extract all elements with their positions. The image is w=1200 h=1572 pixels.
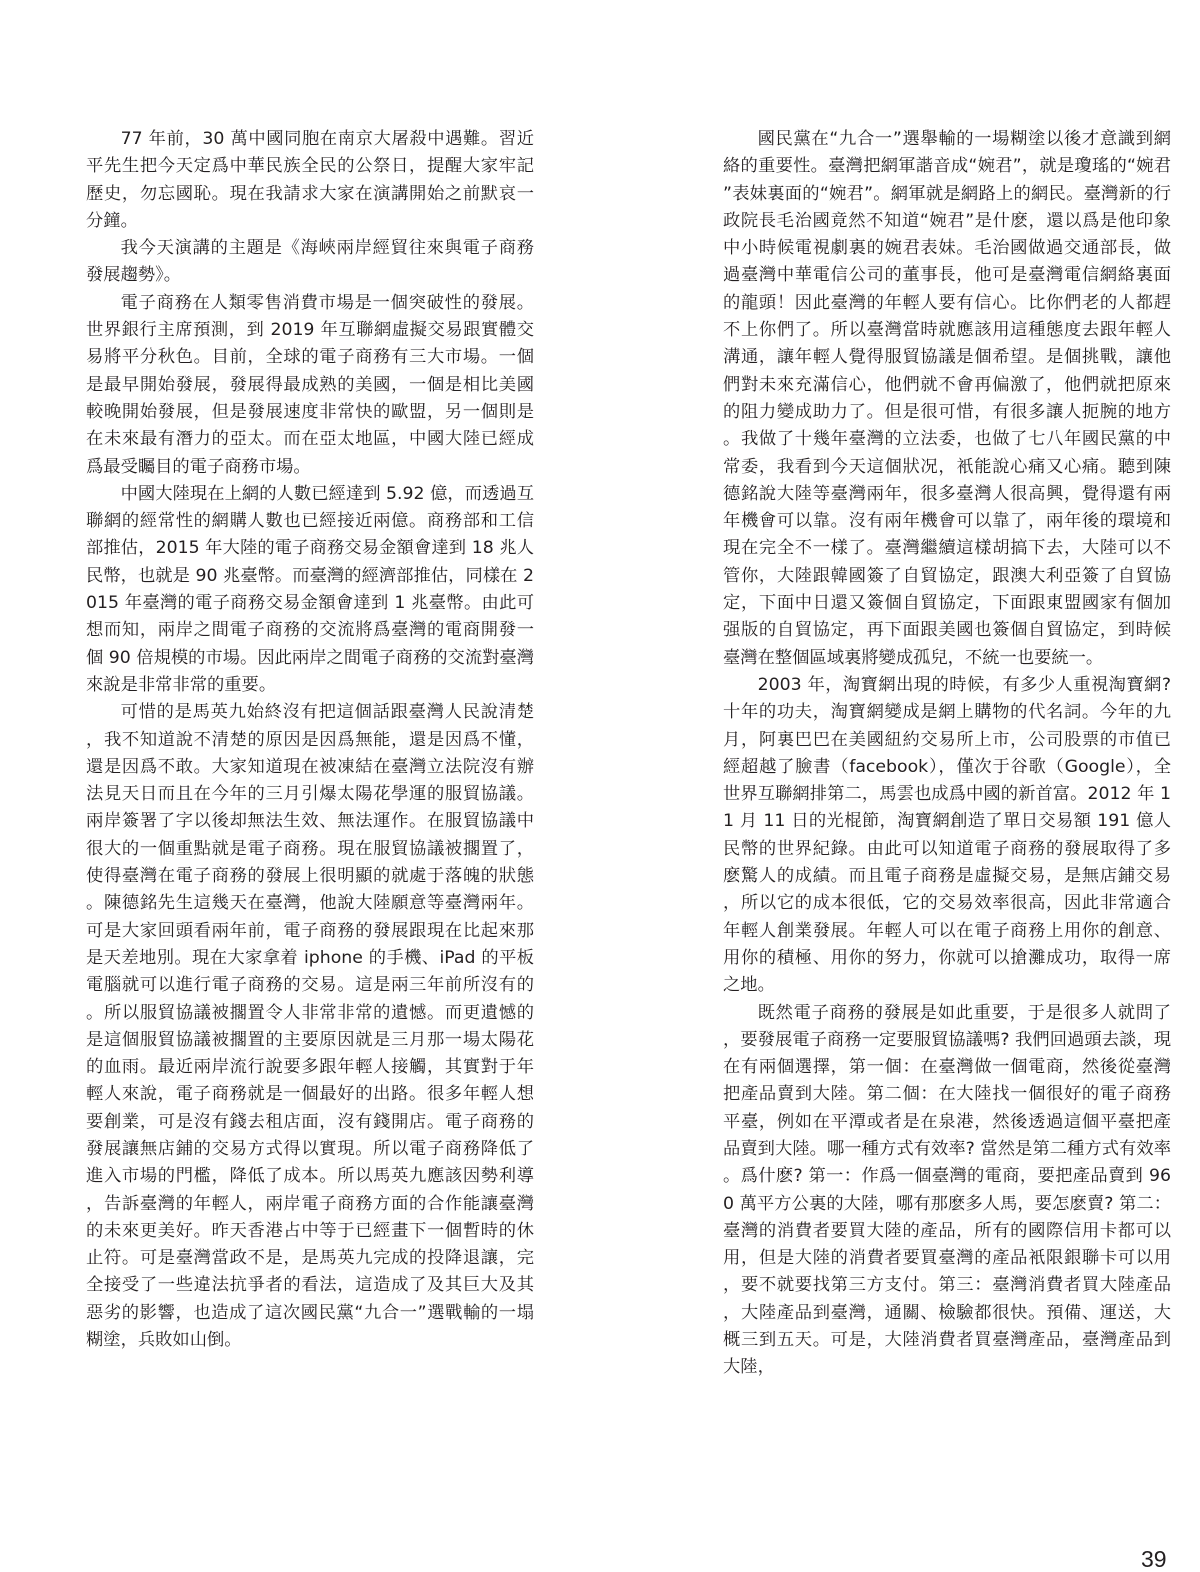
paragraph: 可惜的是馬英九始終沒有把這個話跟臺灣人民說清楚，我不知道說不清楚的原因是因爲無能，還是因爲不懂，還是因爲不敢。大家知道現在被凍結在臺灣立法院沒有辦法見天日而且在今年的三月引爆太陽花學運的服貿協議。兩岸簽署了字以後却無法生效、無法運作。在服貿協議中很大的一個重點就是電子商務。現在服貿協議被擱置了，使得臺灣在電子商務的發展上很明顯的就處于落魄的狀態。陳德銘先生這幾天在臺灣，他說大陸願意等臺灣兩年。可是大家回頭看兩年前，電子商務的發展跟現在比起來那是天差地別。現在大家拿着 iphone 的手機、iPad 的平板電腦就可以進行電子商務的交易。這是兩三年前所沒有的。所以服貿協議被擱置令人非常非常的遺憾。而更遺憾的是這個服貿協議被擱置的主要原因就是三月那一場太陽花的血雨。最近兩岸流行說要多跟年輕人接觸，其實對于年輕人來說，電子商務就是一個最好的出路。很多年輕人想要創業，可是沒有錢去租店面，沒有錢開店。電子商務的發展讓無店鋪的交易方式得以實現。所以電子商務降低了進入市場的門檻，降低了成本。所以馬英九應該因勢利導，告訴臺灣的年輕人，兩岸電子商務方面的合作能讓臺灣的未來更美好。昨天香港占中等于已經畫下一個暫時的休止符。可是臺灣當政不是，是馬英九完成的投降退讓，完全接受了一些違法抗爭者的看法，這造成了及其巨大及其惡劣的影響，也造成了這次國民黨“九合一”選戰輸的一塌糊塗，兵敗如山倒。 bbox=[86, 702, 534, 1351]
left-column bbox=[86, 126, 534, 1354]
paragraph: 77 年前，30 萬中國同胞在南京大屠殺中遇難。習近平先生把今天定爲中華民族全民的公祭日，提醒大家牢記歷史，勿忘國恥。現在我請求大家在演講開始之前默哀一分鐘。 bbox=[86, 129, 534, 231]
paragraph: 國民黨在“九合一”選舉輸的一場糊塗以後才意識到網絡的重要性。臺灣把網軍諧音成“婉君”，就是瓊瑤的“婉君”表妹裏面的“婉君”。網軍就是網路上的網民。臺灣新的行政院長毛治國竟然不知道“婉君”是什麽，還以爲是他印象中小時候電視劇裏的婉君表妹。毛治國做過交通部長，做過臺灣中華電信公司的董事長，他可是臺灣電信網絡裏面的龍頭！因此臺灣的年輕人要有信心。比你們老的人都趕不上你們了。所以臺灣當時就應該用這種態度去跟年輕人溝通，讓年輕人覺得服貿協議是個希望。是個挑戰，讓他們對未來充滿信心，他們就不會再偏激了，他們就把原來的阻力變成助力了。但是很可惜，有很多讓人扼腕的地方。我做了十幾年臺灣的立法委，也做了七八年國民黨的中常委，我看到今天這個狀况，衹能說心痛又心痛。聽到陳德銘說大陸等臺灣兩年，很多臺灣人很高興，覺得還有兩年機會可以靠。沒有兩年機會可以靠了，兩年後的環境和現在完全不一樣了。臺灣繼續這樣胡搞下去，大陸可以不管你，大陸跟韓國簽了自貿協定，跟澳大利亞簽了自貿協定，下面中日還又簽個自貿協定，下面跟東盟國家有個加强版的自貿協定，再下面跟美國也簽個自貿協定，到時候臺灣在整個區域裏將變成孤兒，不統一也要統一。 bbox=[723, 129, 1171, 668]
paragraph: 電子商務在人類零售消費市場是一個突破性的發展。世界銀行主席預測，到 2019 年互聯網虛擬交易跟實體交易將平分秋色。目前，全球的電子商務有三大市場。一個是最早開始發展，發展得最成熟的美國，一個是相比美國較晚開始發展，但是發展速度非常快的歐盟，另一個則是在未來最有潛力的亞太。而在亞太地區，中國大陸已經成爲最受矚目的電子商務市場。 bbox=[86, 292, 534, 477]
paragraph: 我今天演講的主題是《海峽兩岸經貿往來與電子商務發展趨勢》。 bbox=[86, 238, 534, 286]
paragraph: 2003 年，淘寶網出現的時候，有多少人重視淘寶網?十年的功夫，淘寶網變成是網上購物的代名詞。今年的九月，阿裏巴巴在美國紐約交易所上市，公司股票的市值已經超越了臉書（facebook），僅次于谷歌（Google），全世界互聯網排第二，馬雲也成爲中國的新首富。2012 年 11 月 11 日的光棍節，淘寶網創造了單日交易額 191 億人民幣的世界紀錄。由此可以知道電子商務的發展取得了多麽驚人的成績。而且電子商務是虛擬交易，是無店鋪交易，所以它的成本很低，它的交易效率很高，因此非常適合年輕人創業發展。年輕人可以在電子商務上用你的創意、用你的積極、用你的努力，你就可以搶灘成功，取得一席之地。 bbox=[723, 674, 1171, 996]
paragraph: 既然電子商務的發展是如此重要，于是很多人就問了，要發展電子商務一定要服貿協議嗎? 我們回過頭去談，現在有兩個選擇，第一個：在臺灣做一個電商，然後從臺灣把產品賣到大陸。第二個：在大陸找一個很好的電子商務平臺，例如在平潭或者是在泉港，然後透過這個平臺把產品賣到大陸。哪一種方式有效率? 當然是第二種方式有效率。爲什麽? 第一：作爲一個臺灣的電商，要把產品賣到 960 萬平方公裏的大陸，哪有那麽多人馬，要怎麽賣? 第二：臺灣的消費者要買大陸的產品，所有的國際信用卡都可以用，但是大陸的消費者要買臺灣的產品衹限銀聯卡可以用，要不就要找第三方支付。第三：臺灣消費者買大陸產品，大陸產品到臺灣，通關、檢驗都很快。預備、運送，大概三到五天。可是，大陸消費者買臺灣產品，臺灣產品到大陸， bbox=[723, 1002, 1171, 1378]
page-number: 39 bbox=[1141, 1546, 1167, 1572]
paragraph: 中國大陸現在上網的人數已經達到 5.92 億，而透過互聯網的經常性的網購人數也已經接近兩億。商務部和工信部推估，2015 年大陸的電子商務交易金額會達到 18 兆人民幣，也就是 90 兆臺幣。而臺灣的經濟部推估，同樣在 2015 年臺灣的電子商務交易金額會達到 1 兆臺幣。由此可想而知，兩岸之間電子商務的交流將爲臺灣的電商開發一個 90 倍規模的市場。因此兩岸之間電子商務的交流對臺灣來說是非常非常的重要。 bbox=[86, 483, 534, 695]
right-column bbox=[723, 126, 1171, 1382]
